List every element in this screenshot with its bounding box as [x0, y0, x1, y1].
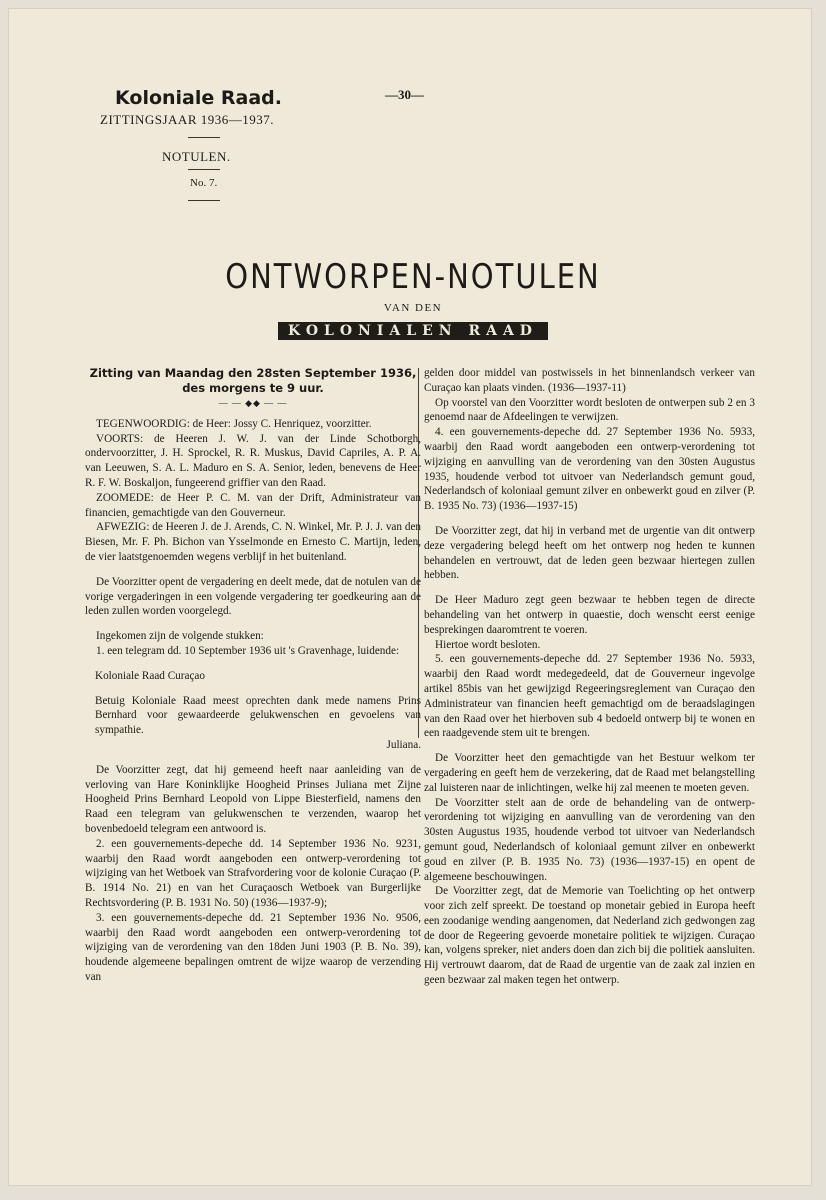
paragraph: De Voorzitter heet den gemachtigde van het Bestuur welkom ter vergadering en geeft hem de verzekering, dat de Raad met belangstelling zal luisteren naar de inlichtingen, welke hij zal meenen te moeten geven. — [424, 752, 755, 794]
paragraph: ZOOMEDE: de Heer P. C. M. van der Drift, Administrateur van financien, gemachtigde van den Gouverneur. — [85, 491, 421, 519]
page-number: —30— — [385, 87, 424, 102]
telegram-body: Betuig Koloniale Raad meest oprechten dank mede namens Prins Bernhard voor gewaardeerde gelukwenschen en gevoelens van sympathie. — [95, 694, 421, 737]
paragraph: De Voorzitter zegt, dat de Memorie van Toelichting op het ontwerp voor zich zelf spreekt. De toestand op monetair gebied in Europa heeft een zoodanige wending aangenomen, dat Nederland zich gedwongen zag de door de Regeering gevoerde monetaire politiek te wijzigen. Curaçao kan, volgens spreker, niet anders doen dan zich bij die politiek aansluiten. Hij vertrouwt daarom, dat de Raad de urgentie van de zaak zal inzien en geen bezwaar zal maken tegen het ontwerp. — [424, 885, 755, 987]
paragraph: 3. een gouvernements-depeche dd. 21 September 1936 No. 9506, waarbij den Raad wordt aangeboden een ontwerp-verordening tot wijziging van de verordening van den 18den Juni 1903 (P. B. No. 39), houdende algemeene bepalingen omtrent de wijze waarop de verzending van — [85, 911, 421, 983]
paragraph: 4. een gouvernements-depeche dd. 27 September 1936 No. 5933, waarbij den Raad wordt aangeboden een ontwerp-verordening tot wijziging en aanvulling van de verordening van den 30sten Augustus 1935, houdende verbod tot uitvoer van Nederlandsch gemunt goud, Nederlandsch of koloniaal gemunt zilver en onbewerkt goud en zilver (P. B. 1935 No. 73) (1936—1937-15) — [424, 426, 755, 513]
paragraph: 2. een gouvernements-depeche dd. 14 September 1936 No. 9231, waarbij den Raad wordt aangeboden een ontwerp-verordening tot wijziging van het Wetboek van Strafvordering voor de kolonie Curaçao (P. B. 1914 No. 21) en van het Curaçaosch Wetboek van Burgerlijke Rechtsvordering (P. B. 1931 No. 50) (1936—1937-9); — [85, 837, 421, 909]
paragraph: Hiertoe wordt besloten. — [435, 638, 541, 651]
header-rule — [188, 169, 220, 170]
paragraph: AFWEZIG: de Heeren J. de J. Arends, C. N. Winkel, Mr. P. J. J. van den Biesen, Mr. F. Ph. Bichon van Ysselmonde en Ernesto C. Martijn, leden, de vier laatstgenoemden wegens verblijf in het buitenland. — [85, 521, 421, 563]
paragraph: Op voorstel van den Voorzitter wordt besloten de ontwerpen sub 2 en 3 genoemd naar de Afdeelingen te verwijzen. — [424, 396, 755, 424]
ornament: — — ◆◆ — — — [218, 398, 288, 408]
paragraph: Ingekomen zijn de volgende stukken: — [96, 630, 264, 643]
header-rule — [188, 137, 220, 138]
session-year: ZITTINGSJAAR 1936—1937. — [100, 112, 274, 127]
paragraph: 5. een gouvernements-depeche dd. 27 September 1936 No. 5933, waarbij den Raad wordt medegedeeld, dat de Gouverneur ingevolge artikel 85bis van het gewijzigd Regeeringsreglement van Curaçao den Administrateur van financien heeft gemachtigd om de beraadslagingen van den Raad over het hierboven sub 4 bedoeld ontwerp bij te wonen en een raadgevende stem uit te brengen. — [424, 653, 755, 740]
paragraph: TEGENWOORDIG: de Heer: Jossy C. Henriquez, voorzitter. — [96, 417, 372, 430]
paragraph: De Heer Maduro zegt geen bezwaar te hebben tegen de directe behandeling van het ontwerp in quaestie, doch wenscht eerst eenige besprekingen daaromtrent te voeren. — [424, 594, 755, 636]
left-column — [85, 366, 421, 985]
paragraph: De Voorzitter stelt aan de orde de behandeling van de ontwerp-verordening tot wijziging en aanvulling van de verordening van den 30sten Augustus 1935, houdende verbod tot uitvoer van Nederlandsch gemunt goud, Nederlandsch of koloniaal gemunt zilver en onbewerkt goud en zilver (P. B. 1935 No. 73) (1936—1937-15) en opent de algemeene beschouwingen. — [424, 796, 755, 883]
right-column — [424, 366, 755, 988]
blackletter-title: KOLONIALEN RAAD — [0, 322, 826, 340]
paragraph: VOORTS: de Heeren J. W. J. van der Linde Schotborgh, ondervoorzitter, J. H. Sprockel, R. R. Muskus, David Capriles, A. P. A. van Leeuwen, S. A. L. Maduro en S. A. Senior, leden, benevens de Heer R. F. W. Boskaljon, fungeerend griffier van den Raad. — [85, 432, 421, 489]
title-subline: VAN DEN — [383, 302, 443, 314]
page-title: ONTWORPEN-NOTULEN — [225, 256, 601, 297]
document-number: No. 7. — [190, 177, 218, 189]
paragraph: gelden door middel van postwissels in het binnenlandsch verkeer van Curaçao kan plaats vinden. (1936—1937-11) — [424, 367, 755, 394]
telegram-address: Koloniale Raad Curaçao — [95, 669, 205, 682]
session-heading: Zitting van Maandag den 28sten September 1936, des morgens te 9 uur. — [89, 366, 417, 395]
telegram-signature: Juliana. — [386, 738, 421, 751]
header-rule — [188, 200, 220, 201]
paragraph: De Voorzitter zegt, dat hij gemeend heeft naar aanleiding van de verloving van Hare Koninklijke Hoogheid Prinses Juliana met Zijne Hoogheid Prins Bernhard Leopold von Lippe Biesterfield, namens den Raad een telegram van gelukwenschen te verzenden, waarop het bovenbedoeld telegram een antwoord is. — [85, 763, 421, 835]
section-label: NOTULEN. — [162, 149, 231, 164]
paragraph: De Voorzitter zegt, dat hij in verband met de urgentie van dit ontwerp deze vergadering belegd heeft om het ontwerp nog heden te kunnen behandelen en vertrouwt, dat de leden geen bezwaar hiertegen zullen hebben. — [424, 524, 755, 582]
telegram — [85, 669, 421, 753]
paragraph: De Voorzitter opent de vergadering en deelt mede, dat de notulen van de vorige vergaderingen in een volgende vergadering ter goedkeuring aan de leden zullen worden voorgelegd. — [85, 575, 421, 618]
paragraph: 1. een telegram dd. 10 September 1936 uit 's Gravenhage, luidende: — [96, 644, 400, 657]
council-name: Koloniale Raad. — [115, 87, 282, 109]
